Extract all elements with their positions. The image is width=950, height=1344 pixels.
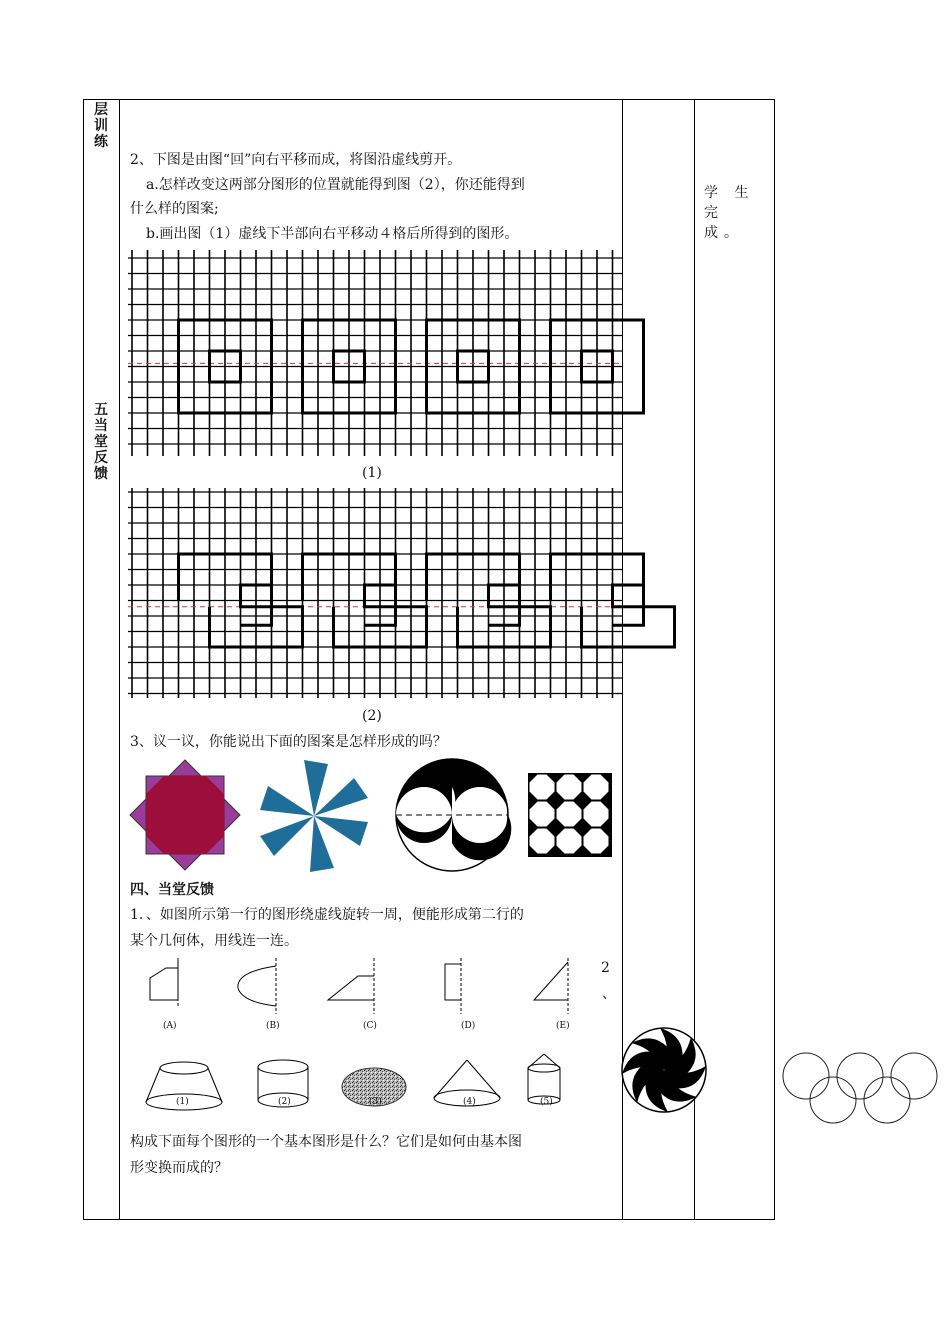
solid-4-label: (4): [463, 1097, 476, 1107]
shape-d: [443, 958, 473, 1020]
s4-q1-line1: 1．、如图所示第一行的图形绕虚线旋转一周，便能形成第二行的: [130, 907, 524, 923]
octagon-squares-figure: [128, 758, 242, 874]
s4-q2-line2: 形变换而成的？: [130, 1160, 228, 1176]
shape-b-label: (B): [266, 1021, 280, 1031]
side-mark: 、: [602, 986, 616, 1002]
q2-line-a-2: 什么样的图案;: [130, 201, 219, 217]
left-label-top: 层训练: [94, 102, 108, 150]
solid-5-label: (5): [540, 1097, 553, 1107]
bottom-half: [582, 607, 675, 647]
shape-d-label: (D): [461, 1021, 476, 1031]
solid-1-label: (1): [176, 1097, 189, 1107]
octagon-tiling-figure: [528, 773, 612, 857]
table-right-border: [774, 99, 775, 1220]
q2-line-b: b.画出图（1）虚线下半部向右平移动４格后所得到的图形。: [146, 226, 519, 242]
yin-yang-figure: [393, 756, 511, 874]
grid-lines: [128, 250, 622, 456]
figure-1-grid: [128, 250, 622, 456]
section-4-heading: 四、当堂反馈: [130, 882, 214, 898]
swirl-figure: [620, 1026, 708, 1114]
rings-figure: [780, 1050, 942, 1126]
figure-1-caption: (1): [362, 465, 382, 481]
side-number: 2: [601, 960, 610, 976]
side-note: 学 生 完 成。: [704, 185, 755, 241]
grid-lines: [128, 488, 622, 698]
figure-2-grid: [128, 488, 622, 698]
figure-2-caption: (2): [362, 708, 382, 724]
q2-line-a-1: a.怎样改变这两部分图形的位置就能得到图（2），你还能得到: [146, 177, 525, 193]
left-label-section: 五当堂反馈: [94, 402, 108, 482]
shape-e: [532, 958, 578, 1020]
shape-a: [146, 958, 186, 1020]
shape-a-label: (A): [163, 1021, 177, 1031]
solid-3-label: (3): [369, 1097, 382, 1107]
q2-line1: 2、下图是由图“回”向右平移而成，将图沿虚线剪开。: [130, 152, 462, 168]
shape-e-label: (E): [556, 1021, 570, 1031]
s4-q2-line1: 构成下面每个图形的一个基本图形是什么？它们是如何由基本图: [130, 1134, 522, 1150]
table-top-border: [83, 99, 775, 100]
shape-c-label: (C): [363, 1021, 377, 1031]
s4-q1-line2: 某个几何体，用线连一连。: [130, 933, 298, 949]
table-left-border: [83, 99, 84, 1220]
q3-text: 3、议一议，你能说出下面的图案是怎样形成的吗？: [130, 734, 447, 750]
column-divider-1: [119, 99, 120, 1220]
table-bottom-border: [83, 1219, 775, 1220]
pinwheel-figure: [258, 758, 370, 876]
shape-b: [236, 958, 286, 1020]
solid-2-label: (2): [278, 1097, 291, 1107]
shape-c: [326, 958, 382, 1020]
